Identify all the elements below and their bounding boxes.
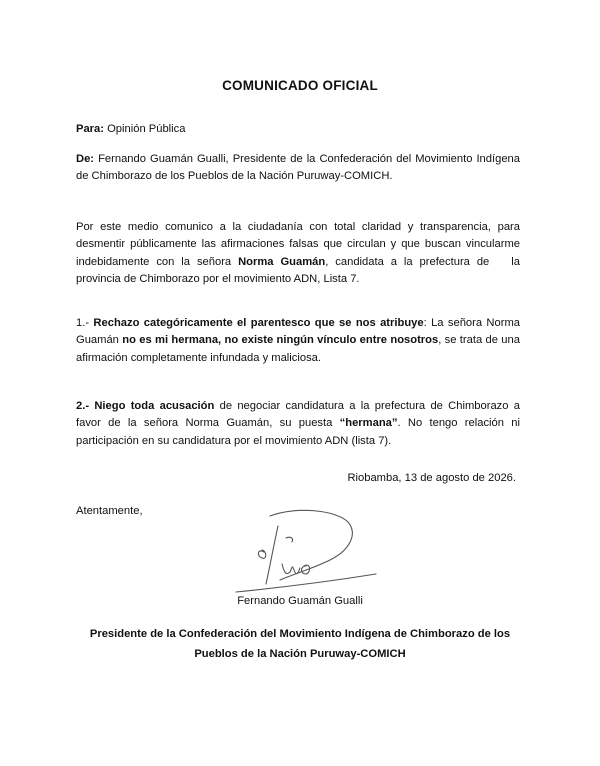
recipient-value: Opinión Pública	[107, 123, 186, 135]
point-2-bold-1: 2.- Niego toda acusación	[76, 400, 215, 412]
point-2-text-1: de negociar candidatura a la prefectura de Chimborazo a favor de la señora Norma Guamán, su puesta	[76, 400, 520, 430]
sender-label: De:	[76, 153, 95, 165]
handwritten-signature	[226, 508, 386, 600]
point-2-text-2: . No tengo relación ni participación en su candidatura por el movimiento ADN (lista 7).	[76, 417, 520, 447]
sender-line	[76, 151, 520, 186]
document-title: COMUNICADO OFICIAL	[222, 78, 378, 93]
point-1-number: 1.-	[76, 317, 90, 329]
point-1-bold-1: Rechazo categóricamente el parentesco que se nos atribuye	[93, 317, 424, 329]
signer-name: Fernando Guamán Gualli	[237, 595, 363, 607]
point-1-bold-2: no es mi hermana, no existe ningún vínculo entre nosotros	[122, 334, 439, 347]
sender-value: Fernando Guamán Gualli, Presidente de la Confederación del Movimiento Indígena de Chimborazo de los Pueblos de la Nación Puruway-COMICH.	[76, 153, 520, 183]
point-1-text-2: , se trata de una afirmación completamente infundada y maliciosa.	[76, 334, 520, 364]
closing-salutation: Atentamente,	[76, 505, 143, 517]
point-2-bold-2: “hermana”	[339, 417, 398, 430]
intro-name: Norma Guamán	[238, 255, 326, 268]
intro-text-2: , candidata a la prefectura de	[325, 255, 490, 268]
point-1-paragraph	[76, 315, 520, 367]
intro-paragraph	[76, 219, 520, 289]
recipient-line	[76, 121, 520, 138]
recipient-label: Para:	[76, 123, 104, 135]
signer-position: Presidente de la Confederación del Movimiento Indígena de Chimborazo de los Pueblos de la Nación Puruway-COMICH	[89, 628, 511, 660]
intro-text-1: Por este medio comunico a la ciudadanía con total claridad y transparencia, para desmentir públicamente las afirmaciones falsas que circulan y que buscan vincularme indebidamente con la señora	[76, 221, 520, 268]
intro-text-3: la provincia de Chimborazo por el movimiento ADN, Lista 7.	[76, 255, 520, 286]
point-1-text-1: : La señora Norma Guamán	[76, 317, 521, 347]
point-2-paragraph	[76, 398, 520, 450]
date-line: Riobamba, 13 de agosto de 2026.	[347, 472, 516, 484]
